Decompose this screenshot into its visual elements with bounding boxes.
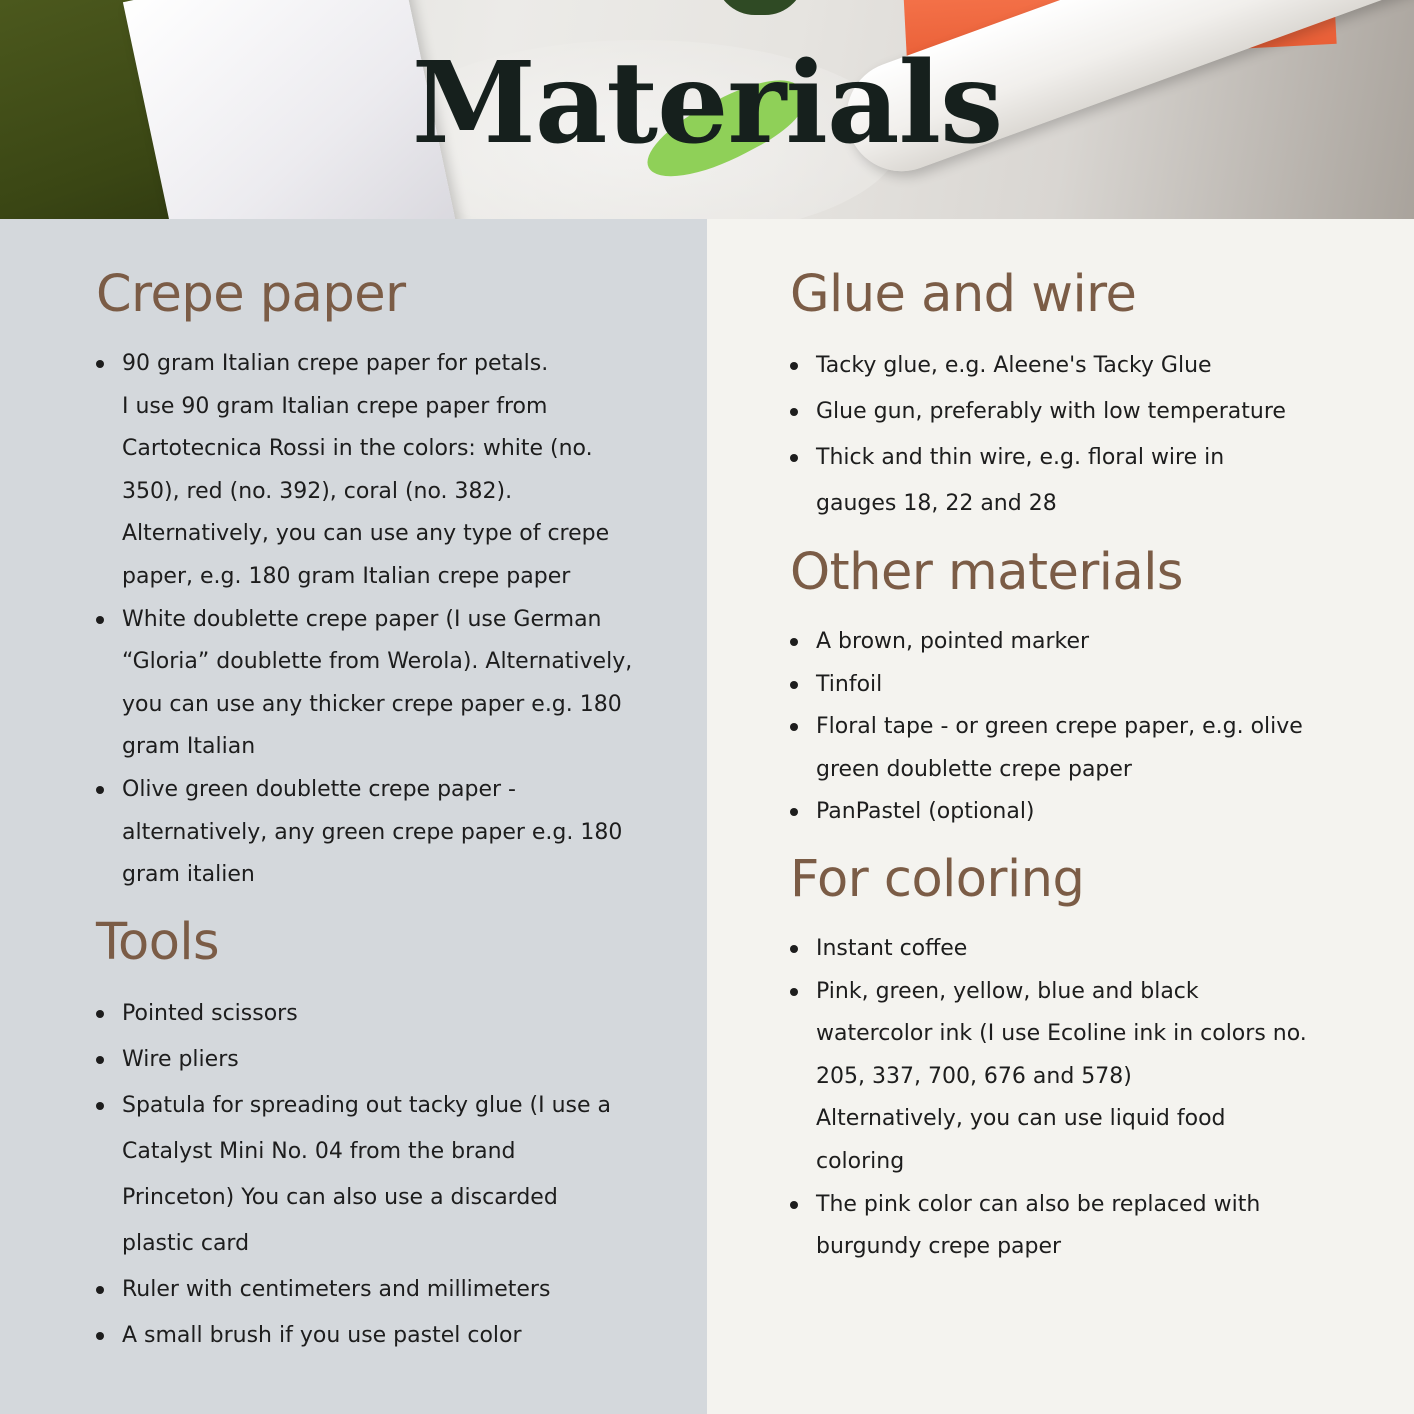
list-item-line: PanPastel (optional)	[816, 799, 1035, 825]
list-item-line: A brown, pointed marker	[816, 629, 1090, 654]
list-item	[96, 1267, 647, 1313]
list-item-line: White doublette crepe paper (I use German	[122, 606, 602, 632]
bullet-icon	[790, 638, 798, 646]
list-item-line: Princeton) You can also use a discarded	[122, 1184, 558, 1210]
list-item-line: Pointed scissors	[122, 1000, 298, 1026]
list-item-line: Cartotecnica Rossi in the colors: white (no.	[122, 436, 593, 462]
list-item	[790, 435, 1344, 527]
list-item-line: you can use any thicker crepe paper e.g. 180	[122, 691, 622, 717]
list-item-line: Catalyst Mini No. 04 from the brand	[122, 1138, 516, 1164]
list-item-line: A small brush if you use pastel color	[122, 1322, 522, 1348]
list-item-line: 205, 337, 700, 676 and 578)	[816, 1063, 1132, 1089]
tools-list	[96, 991, 647, 1359]
list-item	[790, 791, 1344, 834]
list-item-line: I use 90 gram Italian crepe paper from	[122, 393, 548, 419]
dark-green-spool-image	[715, 0, 805, 15]
bullet-icon	[790, 945, 798, 953]
list-item-line: paper, e.g. 180 gram Italian crepe paper	[122, 563, 571, 589]
glue-and-wire-list	[790, 343, 1344, 527]
section-heading: For coloring	[790, 849, 1085, 909]
bullet-icon	[790, 988, 798, 996]
list-item-line: Olive green doublette crepe paper -	[122, 776, 516, 802]
bullet-icon	[790, 408, 798, 416]
list-item-line: gauges 18, 22 and 28	[816, 491, 1057, 516]
list-item-line: watercolor ink (I use Ecoline ink in colors no.	[816, 1021, 1307, 1047]
list-item-line: Wire pliers	[122, 1046, 239, 1072]
section-heading: Crepe paper	[96, 265, 406, 324]
bullet-icon	[96, 786, 104, 794]
right-column	[707, 219, 1414, 1414]
bullet-icon	[790, 723, 798, 731]
list-item	[96, 991, 647, 1037]
section-crepe-paper	[96, 261, 647, 897]
bullet-icon	[96, 1102, 104, 1110]
bullet-icon	[790, 1201, 798, 1209]
list-item-line: Tacky glue, e.g. Aleene's Tacky Glue	[816, 353, 1212, 378]
list-item	[96, 599, 647, 769]
bullet-icon	[790, 454, 798, 462]
bullet-icon	[790, 362, 798, 370]
other-materials-list	[790, 621, 1344, 834]
list-item-line: Pink, green, yellow, blue and black	[816, 978, 1199, 1004]
left-column	[0, 219, 707, 1414]
list-item	[96, 1083, 647, 1267]
list-item	[96, 1313, 647, 1359]
list-item-line: alternatively, any green crepe paper e.g. 180	[122, 819, 623, 845]
list-item-line: Floral tape - or green crepe paper, e.g. olive	[816, 714, 1303, 740]
list-item-line: Thick and thin wire, e.g. floral wire in	[816, 445, 1225, 470]
list-item	[96, 343, 647, 599]
list-item-line: Alternatively, you can use liquid food	[816, 1106, 1226, 1132]
list-item	[96, 1037, 647, 1083]
bullet-icon	[96, 1010, 104, 1018]
list-item-line: Spatula for spreading out tacky glue (I use a	[122, 1092, 612, 1118]
list-item-line: “Gloria” doublette from Werola). Alternatively,	[122, 649, 633, 675]
bullet-icon	[96, 1286, 104, 1294]
section-heading: Glue and wire	[790, 265, 1137, 324]
section-heading: Other materials	[790, 543, 1183, 602]
bullet-icon	[96, 616, 104, 624]
section-tools	[96, 909, 647, 1359]
list-item	[790, 343, 1344, 389]
list-item-line: Tinfoil	[816, 671, 883, 697]
bullet-icon	[96, 360, 104, 368]
bullet-icon	[96, 1056, 104, 1064]
header-banner	[0, 0, 1414, 219]
crepe-paper-list	[96, 343, 647, 897]
list-item-line: Instant coffee	[816, 935, 968, 961]
bullet-icon	[790, 681, 798, 689]
list-item-line: The pink color can also be replaced with	[816, 1191, 1261, 1217]
section-other-materials	[790, 539, 1344, 834]
section-glue-and-wire	[790, 261, 1344, 527]
list-item-line: Glue gun, preferably with low temperature	[816, 399, 1286, 424]
list-item-line: 90 gram Italian crepe paper for petals.	[122, 351, 549, 376]
list-item	[790, 621, 1344, 664]
list-item-line: 350), red (no. 392), coral (no. 382).	[122, 478, 513, 504]
list-item	[790, 389, 1344, 435]
list-item-line: burgundy crepe paper	[816, 1234, 1062, 1260]
list-item-line: plastic card	[122, 1230, 250, 1256]
page-title: Materials	[411, 38, 1003, 169]
list-item	[790, 706, 1344, 791]
list-item	[790, 971, 1344, 1184]
list-item	[96, 769, 647, 897]
list-item-line: gram Italian	[122, 734, 256, 760]
section-heading: Tools	[96, 912, 220, 972]
list-item	[790, 928, 1344, 971]
for-coloring-list	[790, 928, 1344, 1269]
bullet-icon	[790, 808, 798, 816]
list-item-line: green doublette crepe paper	[816, 756, 1132, 782]
list-item-line: coloring	[816, 1148, 905, 1174]
list-item-line: Ruler with centimeters and millimeters	[122, 1276, 551, 1302]
list-item-line: gram italien	[122, 862, 255, 888]
list-item	[790, 1184, 1344, 1269]
bullet-icon	[96, 1332, 104, 1340]
section-for-coloring	[790, 846, 1344, 1269]
list-item-line: Alternatively, you can use any type of crepe	[122, 521, 610, 547]
list-item	[790, 664, 1344, 707]
